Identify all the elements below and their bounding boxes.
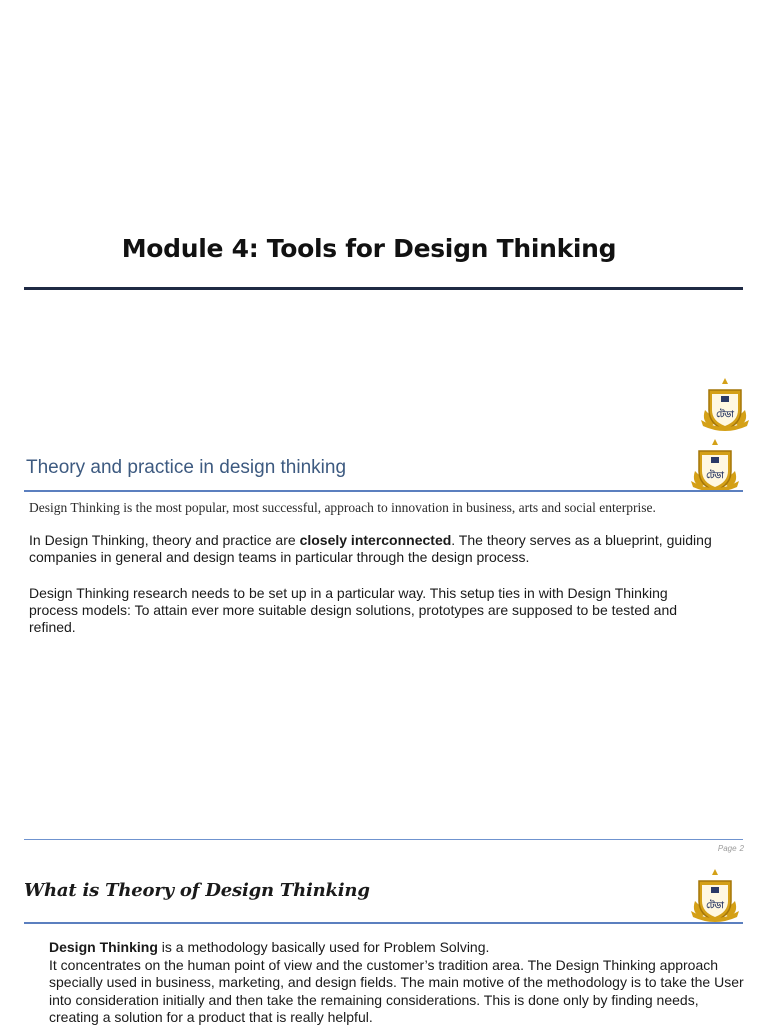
paragraph-text: . The theory serves as a blueprint, guiding companies in general and design teams in particular through the design process. (29, 532, 712, 565)
page-word: Page (717, 844, 737, 853)
page-number-value: 2 (739, 844, 744, 853)
svg-text:টেডা: টেডা (716, 410, 734, 420)
svg-text:টেডা: টেডা (706, 901, 724, 911)
paragraph-text: is a methodology basically used for Problem Solving. (157, 939, 490, 955)
section2-divider (24, 922, 743, 924)
title-divider (24, 287, 743, 290)
module-title: Module 4: Tools for Design Thinking (121, 234, 617, 263)
paragraph-emphasis: closely interconnected (299, 532, 452, 548)
paragraph-theory-practice (29, 532, 719, 566)
paragraph-definition (49, 939, 749, 1027)
paragraph-text: In Design Thinking, theory and practice are (29, 532, 300, 548)
paragraph-research: Design Thinking research needs to be set up in a particular way. This setup ties in with Design Thinking process models: To attain ever more suitable design solutions, prototypes are supposed to be tested and refined. (29, 585, 678, 635)
crest-logo-icon (697, 376, 753, 434)
footer-divider (24, 839, 743, 840)
paragraph-text: It concentrates on the human point of view and the customer’s tradition area. The Design Thinking approach specially used in business, marketing, and design fields. The main motive of the methodology is to take the User into consideration initially and then take the remaining considerations. This is done only by finding needs, creating a solution for a product that is really helpful. (49, 956, 744, 1025)
page-number (715, 844, 744, 853)
section-heading: Theory and practice in design thinking (26, 457, 347, 478)
paragraph-text: is the most popular, most successful, approach to innovation in business, arts and social enterprise. (119, 500, 656, 515)
paragraph-term: Design Thinking (29, 500, 120, 515)
paragraph-intro (29, 499, 719, 516)
crest-logo-icon (687, 867, 743, 925)
paragraph-emphasis: Design Thinking (49, 939, 158, 955)
crest-logo-icon (687, 437, 743, 495)
section2-heading: What is Theory of Design Thinking (24, 880, 370, 901)
svg-text:টেডা: টেডা (706, 471, 724, 481)
section-divider (24, 490, 743, 492)
